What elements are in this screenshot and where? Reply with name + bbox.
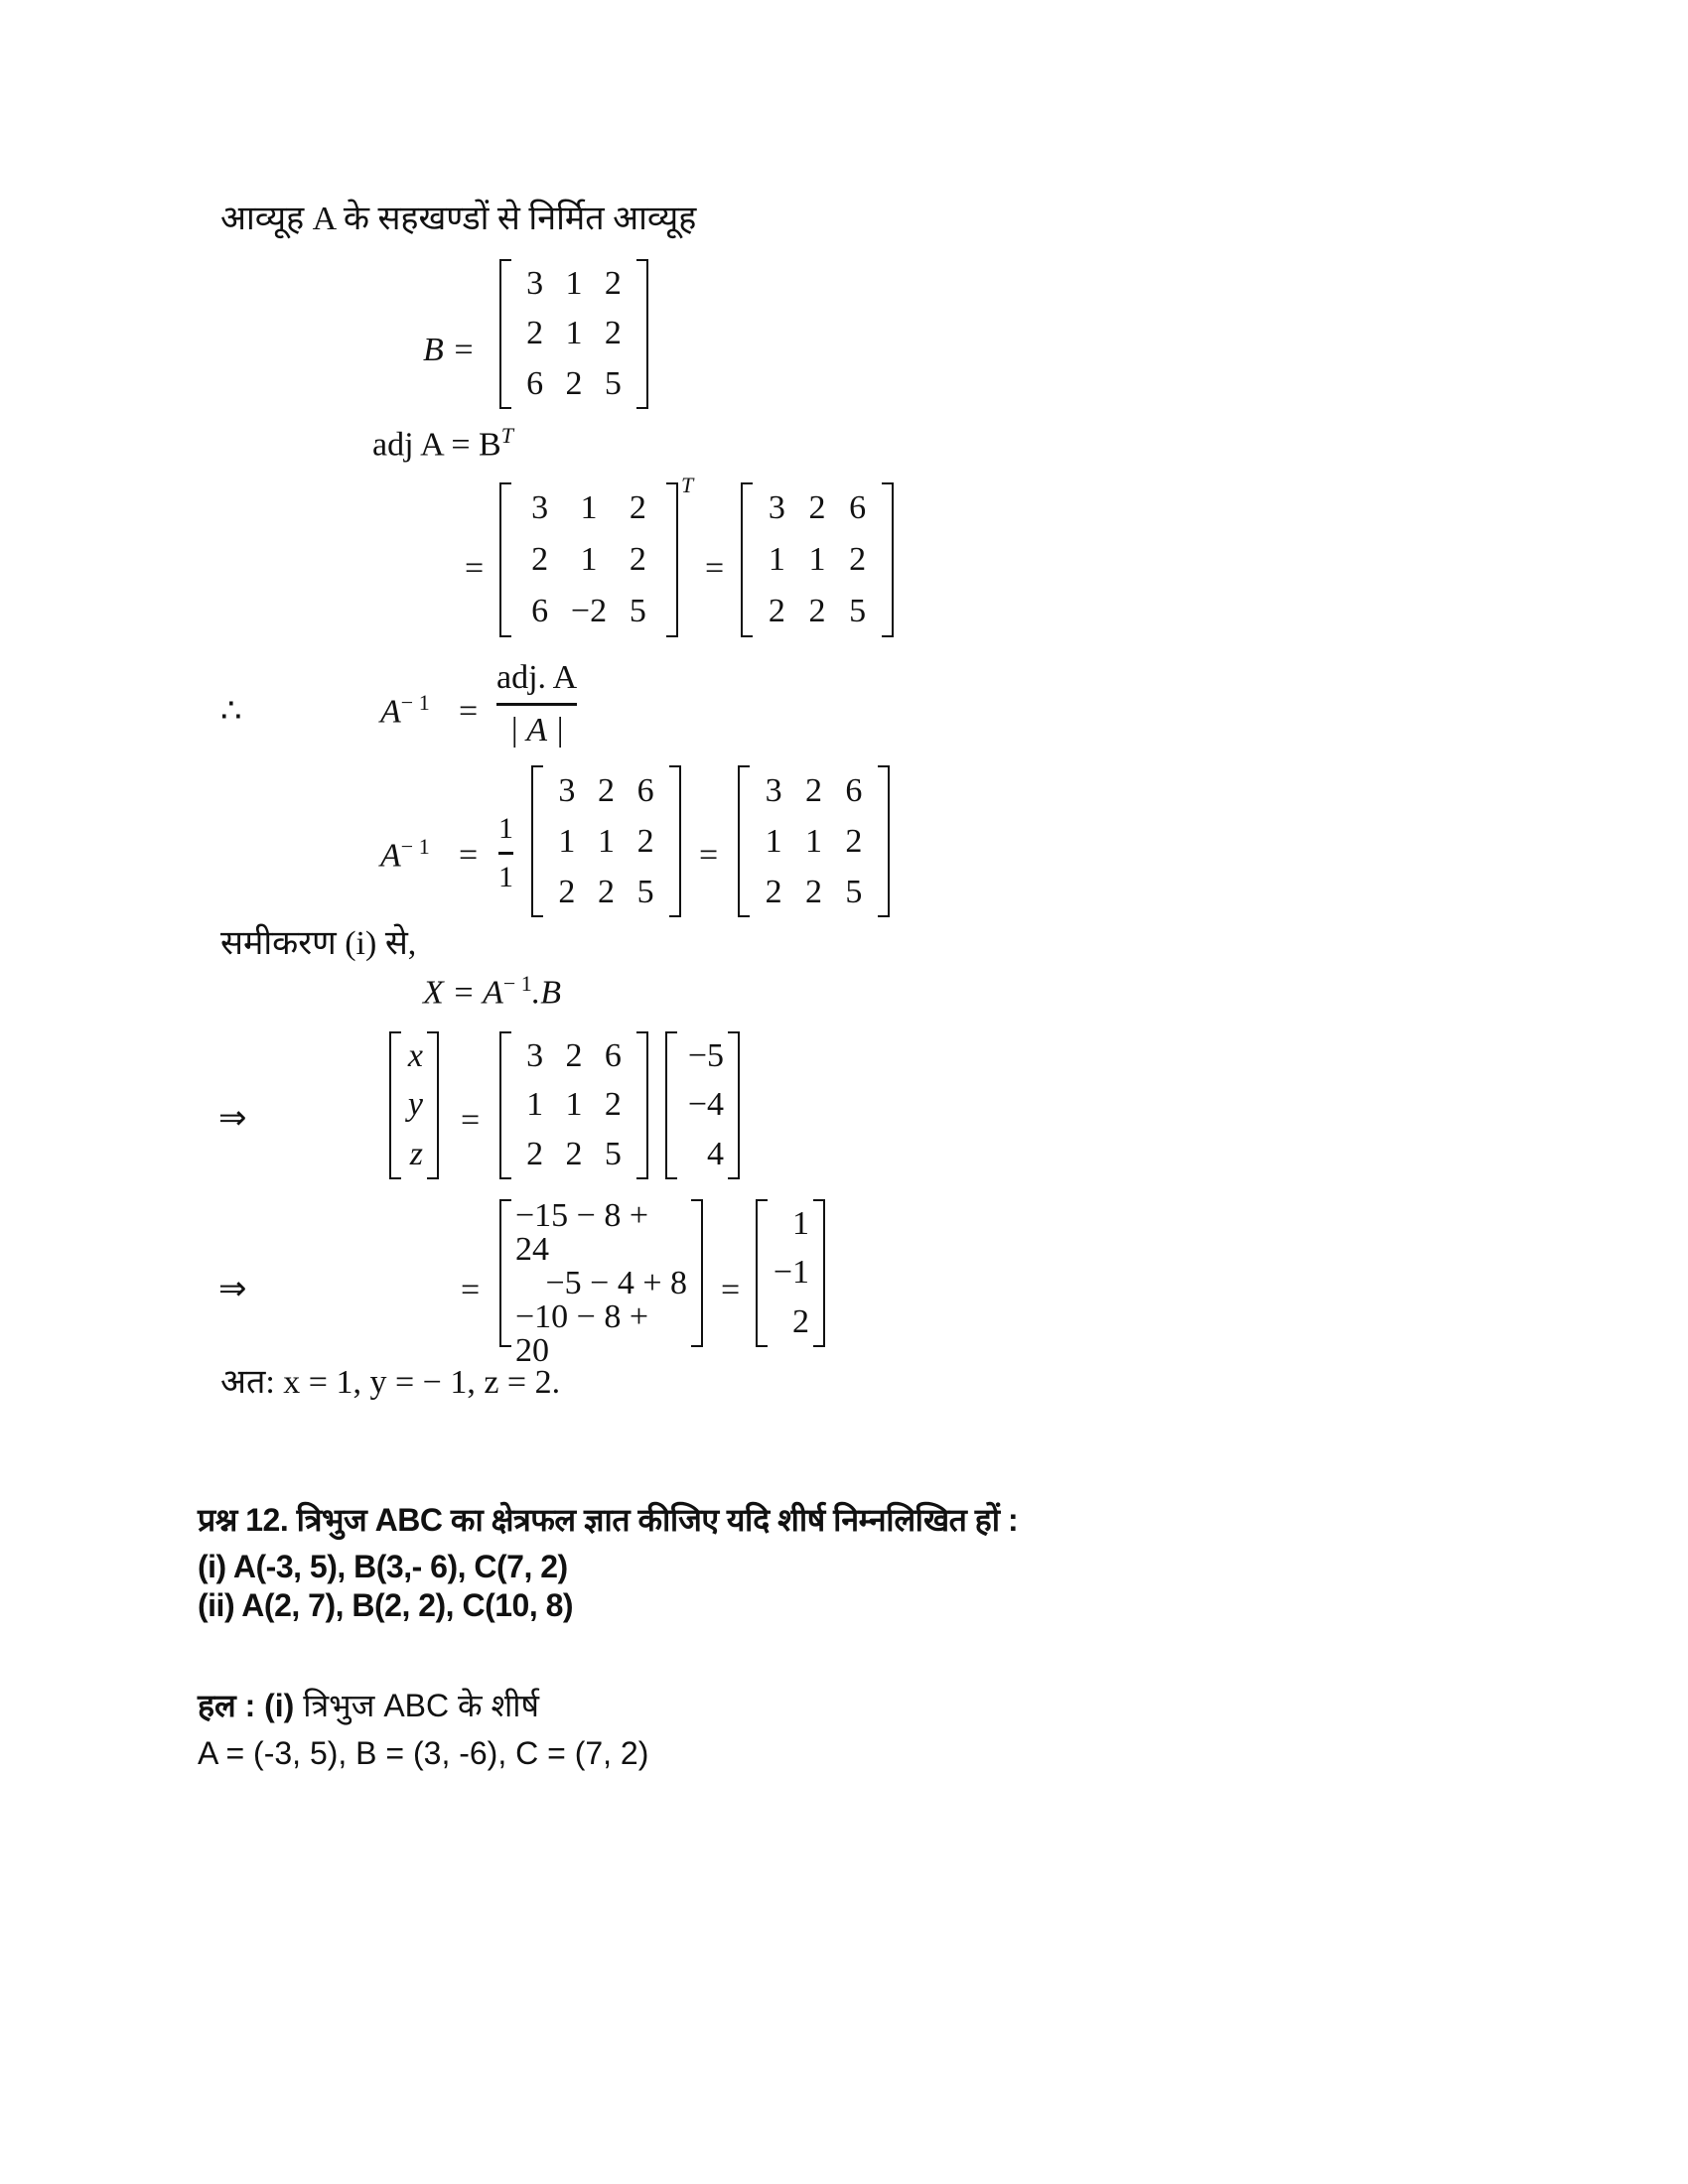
A-label: A (380, 693, 401, 731)
matrix-cell: 5 (636, 873, 654, 910)
matrix-B (499, 259, 648, 409)
matrix-cell: 3 (768, 489, 785, 526)
matrix-products (499, 1197, 703, 1369)
matrix-cell: 6 (531, 593, 549, 629)
matrix-cell: 4 (707, 1136, 724, 1173)
matrix-cell: y (407, 1086, 423, 1124)
matrix-B-source (499, 482, 678, 637)
matrix-cell: 3 (531, 489, 549, 526)
X-eq-tail: .B (531, 974, 562, 1012)
matrix-cell: 2 (565, 1136, 583, 1173)
from-equation-text: समीकरण (i) से, (220, 925, 417, 962)
matrix-cell: 2 (845, 822, 863, 860)
matrix-cell: x (407, 1036, 423, 1074)
matrix-cell: 2 (531, 541, 549, 578)
adj-equation (372, 425, 513, 462)
matrix-cell: −5 − 4 + 8 (545, 1265, 687, 1301)
transpose-sup: T (681, 473, 694, 497)
matrix-cell: 2 (636, 822, 654, 860)
question-part-ii: (ii) A(2, 7), B(2, 2), C(10, 8) (198, 1587, 574, 1623)
intro-text: आव्यूह A के सहखण्डों से निर्मित आव्यूह (220, 201, 697, 237)
equals-sign: = (459, 693, 479, 730)
matrix-cell: 1 (565, 315, 583, 352)
fraction-bar (496, 703, 577, 706)
equals-sign: = (461, 1272, 481, 1308)
matrix-cell: −15 − 8 + 24 (515, 1197, 649, 1268)
matrix-adjA (741, 482, 894, 637)
matrix-cell: 6 (526, 364, 544, 402)
equals-sign: = (459, 837, 479, 874)
implies-arrow: ⇒ (218, 1271, 247, 1307)
matrix-cell: 6 (849, 489, 867, 526)
answer-heading (198, 1690, 539, 1721)
matrix-cell: 5 (845, 873, 863, 910)
adj-sup: T (500, 423, 513, 448)
matrix-cell: 2 (808, 593, 826, 629)
answer-heading-rest: त्रिभुज ABC के शीर्ष (294, 1688, 540, 1723)
matrix-cell: −1 (773, 1254, 809, 1292)
equals-sign: = (699, 837, 719, 874)
fraction-denominator: 1 (498, 860, 513, 893)
matrix-cell: 1 (765, 822, 782, 860)
answer-vertices: A = (-3, 5), B = (3, -6), C = (7, 2) (198, 1735, 649, 1771)
matrix-cell: 2 (765, 873, 782, 910)
matrix-cell: 2 (526, 315, 544, 352)
matrix-cell: 3 (558, 771, 576, 809)
equals-sign: = (461, 1102, 481, 1139)
matrix-cell: 2 (565, 1036, 583, 1074)
matrix-A-inverse (738, 765, 890, 917)
X-equation (423, 973, 561, 1010)
matrix-cell: 1 (792, 1204, 809, 1242)
fraction-bar (498, 852, 513, 855)
equals-sign: = (721, 1272, 741, 1308)
matrix-cell: 6 (604, 1036, 622, 1074)
matrix-cell: 1 (580, 489, 598, 526)
matrix-cell: 2 (565, 364, 583, 402)
equals-sign: = (465, 550, 485, 587)
matrix-cell: 2 (604, 265, 622, 303)
matrix-cell: −2 (570, 593, 608, 629)
matrix-cell: 1 (558, 822, 576, 860)
X-eq-lhs: X = A (423, 974, 503, 1012)
A-inverse-label (380, 836, 430, 873)
matrix-cell: 1 (597, 822, 615, 860)
matrix-cell: 2 (629, 489, 646, 526)
matrix-cell: 1 (808, 541, 826, 578)
matrix-cell: −4 (687, 1086, 724, 1124)
matrix-coefficients (499, 1031, 648, 1179)
matrix-B-label: B = (423, 332, 476, 368)
matrix-adjA-copy (531, 765, 681, 917)
matrix-cell: z (409, 1136, 423, 1173)
matrix-cell: 2 (526, 1136, 544, 1173)
matrix-cell: −5 (687, 1036, 724, 1074)
matrix-cell: 2 (558, 873, 576, 910)
matrix-cell: 5 (604, 364, 622, 402)
fraction-denominator: | A | (508, 711, 565, 749)
matrix-cell: 5 (849, 593, 867, 629)
matrix-cell: 2 (804, 873, 822, 910)
matrix-cell: 2 (804, 771, 822, 809)
matrix-cell: 3 (765, 771, 782, 809)
inverse-sup: − 1 (400, 690, 430, 715)
equals-sign: = (705, 550, 725, 587)
matrix-xyz (389, 1031, 439, 1179)
question-title: प्रश्न 12. त्रिभुज ABC का क्षेत्रफल ज्ञात कीजिए यदि शीर्ष निम्नलिखित हों : (198, 1502, 1019, 1538)
matrix-cell: 6 (636, 771, 654, 809)
matrix-cell: 5 (604, 1136, 622, 1173)
matrix-rhs (665, 1031, 740, 1179)
matrix-result (756, 1199, 825, 1347)
fraction-numerator: adj. A (496, 659, 578, 696)
matrix-cell: 2 (604, 1086, 622, 1124)
matrix-cell: 2 (792, 1303, 809, 1341)
inverse-formula-fraction (496, 659, 577, 750)
matrix-cell: 2 (808, 489, 826, 526)
question-part-i: (i) A(-3, 5), B(3,- 6), C(7, 2) (198, 1549, 568, 1584)
A-label: A (380, 837, 401, 875)
answer-label: हल : (i) (198, 1688, 295, 1723)
matrix-cell: 2 (849, 541, 867, 578)
matrix-cell: 3 (526, 1036, 544, 1074)
matrix-cell: 2 (597, 873, 615, 910)
matrix-cell: 2 (604, 315, 622, 352)
matrix-cell: 3 (526, 265, 544, 303)
matrix-cell: 1 (804, 822, 822, 860)
A-inverse-label (380, 692, 430, 729)
inverse-sup: − 1 (502, 971, 532, 996)
matrix-cell: 1 (565, 265, 583, 303)
matrix-cell: 6 (845, 771, 863, 809)
one-over-one-fraction (498, 812, 513, 894)
matrix-cell: 2 (597, 771, 615, 809)
therefore-symbol: ∴ (220, 693, 242, 730)
inverse-sup: − 1 (400, 834, 430, 859)
matrix-cell: 5 (629, 593, 646, 629)
matrix-cell: 1 (580, 541, 598, 578)
fraction-numerator: 1 (498, 812, 513, 845)
conclusion-text: अत: x = 1, y = − 1, z = 2. (220, 1364, 561, 1401)
matrix-cell: −10 − 8 + 20 (515, 1298, 649, 1369)
matrix-cell: 2 (768, 593, 785, 629)
matrix-cell: 1 (565, 1086, 583, 1124)
adj-lhs: adj A = B (372, 426, 501, 464)
matrix-cell: 2 (629, 541, 646, 578)
implies-arrow: ⇒ (218, 1100, 247, 1137)
matrix-cell: 1 (526, 1086, 544, 1124)
matrix-cell: 1 (768, 541, 785, 578)
